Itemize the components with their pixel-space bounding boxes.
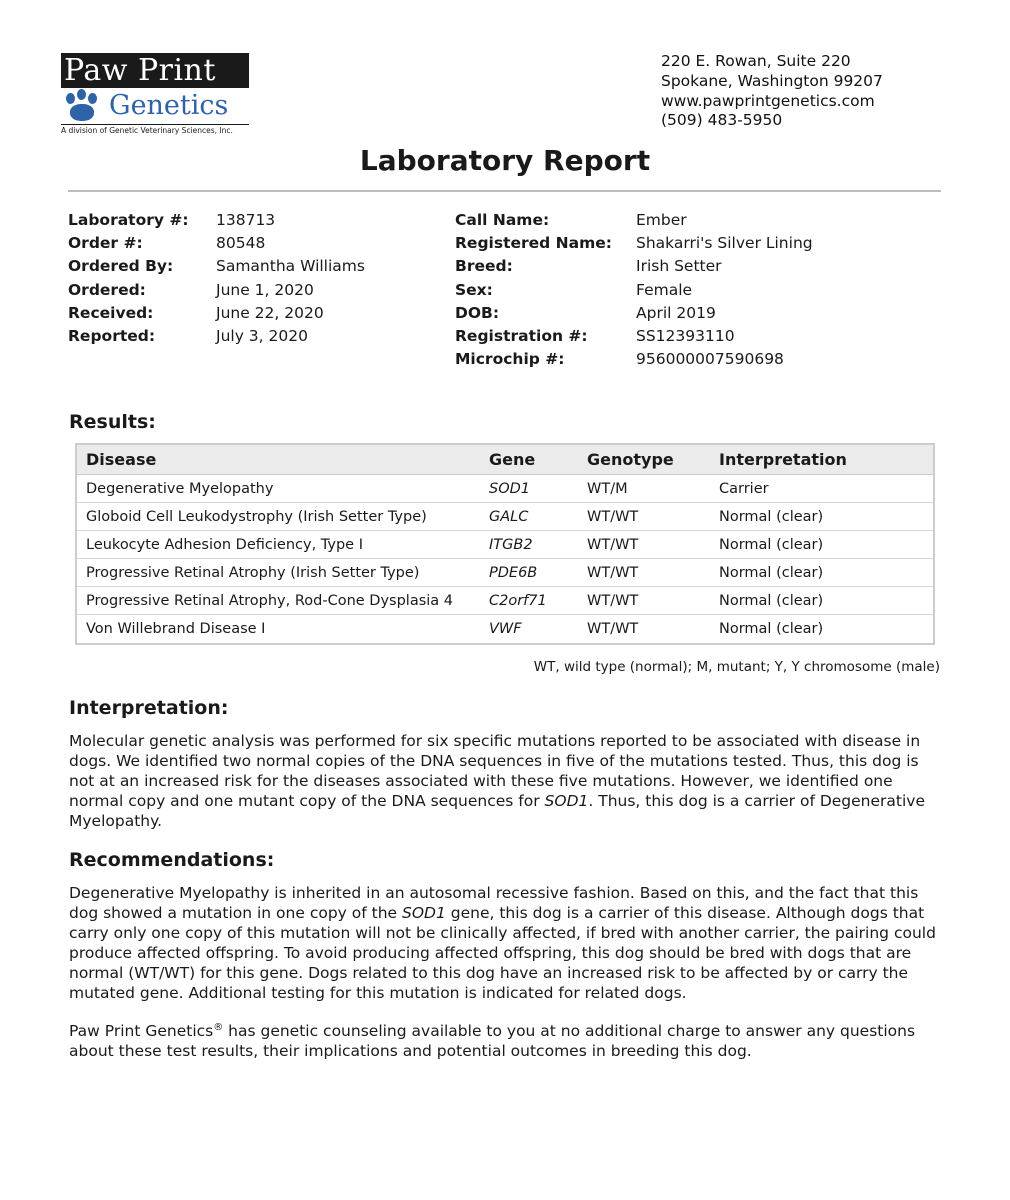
info-value: July 3, 2020 [216,327,308,346]
recommendations-text-part: gene, this dog is a carrier of this disease. Although dogs that carry only one copy of this mutation will not be clinically affected, if bred with another carrier, the pairing could produce affected offspring. To avoid producing affected offspring, this dog should be bred with dogs that are normal (WT/WT) for this gene. Dogs related to this dog have an increased risk to be affected by or carry the mutated gene. Additional testing for this mutation is indicated for related dogs. [69,904,936,1002]
cell-genotype: WT/M [587,480,628,497]
info-row [68,279,365,302]
cell-interpretation: Normal (clear) [719,621,824,637]
cell-gene: PDE6B [489,564,538,581]
gene-name: SOD1 [544,792,589,810]
info-value: Irish Setter [636,257,722,276]
table-row [77,559,933,587]
recommendations-heading: Recommendations: [69,849,275,871]
info-value: Female [636,280,693,299]
recommendations-text [69,883,944,1003]
info-value: SS12393110 [636,327,735,346]
dog-info [455,209,813,371]
company-logo [61,53,249,135]
interpretation-text-part: . Thus, this dog is a carrier of Degenerative Myelopathy. [69,792,925,830]
info-row [455,302,813,325]
cell-gene: VWF [489,621,522,637]
logo-line-2: Genetics [109,90,229,121]
info-value: April 2019 [636,303,716,322]
cell-genotype: WT/WT [587,536,639,553]
info-label: Microchip #: [455,350,565,369]
table-row [77,503,933,531]
info-label: Call Name: [455,211,550,229]
cell-interpretation: Normal (clear) [719,592,824,609]
counseling-text [69,1018,944,1061]
cell-genotype: WT/WT [587,621,639,637]
info-row [68,325,365,348]
info-label: Breed: [455,257,513,276]
cell-interpretation: Normal (clear) [719,564,824,581]
paw-print-icon [61,89,107,123]
column-header-gene: Gene [489,450,536,469]
results-table [75,443,935,645]
info-row [455,348,813,371]
info-row [455,279,813,302]
info-label: Reported: [68,327,156,346]
info-label: Laboratory #: [68,211,189,229]
info-label: Sex: [455,280,493,299]
column-header-disease: Disease [86,450,157,469]
info-value: 138713 [216,211,276,229]
cell-gene: SOD1 [489,480,531,497]
cell-disease: Globoid Cell Leukodystrophy (Irish Setter Type) [86,508,427,525]
cell-gene: ITGB2 [489,536,533,553]
cell-disease: Progressive Retinal Atrophy, Rod-Cone Dysplasia 4 [86,592,454,609]
info-row [455,325,813,348]
column-header-genotype: Genotype [587,450,674,469]
table-row [77,531,933,559]
info-value: Ember [636,211,687,229]
cell-genotype: WT/WT [587,564,639,581]
address-street: 220 E. Rowan, Suite 220 [661,52,851,70]
info-row [68,302,365,325]
info-value: June 22, 2020 [216,303,324,322]
recommendations-text-part: Degenerative Myelopathy is inherited in an autosomal recessive fashion. Based on this, and the fact that this dog showed a mutation in one copy of the [69,884,919,922]
interpretation-text [69,731,944,831]
info-label: Ordered By: [68,257,174,276]
address-phone: (509) 483-5950 [661,111,783,130]
info-row [455,255,813,278]
info-label: Ordered: [68,280,146,299]
info-row [455,209,813,232]
logo-line-1: Paw Print [61,53,249,88]
info-row [68,209,365,232]
info-row [68,232,365,255]
page-title: Laboratory Report [359,144,651,177]
info-value: 956000007590698 [636,350,784,369]
interpretation-text-part: Molecular genetic analysis was performed for six specific mutations reported to be associated with disease in dogs. We identified two normal copies of the DNA sequences in five of the mutations tested. Thus, this dog is not at an increased risk for the diseases associated with these five mutations. However, we identified one normal copy and one mutant copy of the DNA sequences for [69,732,921,810]
cell-interpretation: Carrier [719,480,769,497]
address-website: www.pawprintgenetics.com [661,91,875,110]
cell-genotype: WT/WT [587,592,639,609]
interpretation-heading: Interpretation: [69,697,229,719]
table-row [77,615,933,643]
info-label: Received: [68,303,154,322]
counseling-text-part: has genetic counseling available to you at no additional charge to answer any questions about these test results, their implications and potential outcomes in breeding this dog. [69,1022,916,1061]
results-heading: Results: [69,411,156,433]
cell-disease: Progressive Retinal Atrophy (Irish Setter Type) [86,564,420,581]
table-header [77,445,933,475]
address-city: Spokane, Washington 99207 [661,71,883,90]
cell-genotype: WT/WT [587,508,639,525]
table-row [77,475,933,503]
order-info [68,209,365,348]
company-address [661,52,883,131]
info-row [455,232,813,255]
column-header-interpretation: Interpretation [719,450,847,469]
cell-disease: Degenerative Myelopathy [86,480,274,497]
registered-mark: ® [213,1022,224,1033]
cell-disease: Von Willebrand Disease I [86,621,266,637]
cell-gene: C2orf71 [489,592,547,609]
cell-interpretation: Normal (clear) [719,508,824,525]
info-value: Samantha Williams [216,257,365,276]
cell-interpretation: Normal (clear) [719,536,824,553]
info-label: Order #: [68,234,143,253]
gene-name: SOD1 [402,904,446,922]
info-value: June 1, 2020 [216,280,314,299]
info-value: 80548 [216,234,266,253]
info-label: Registration #: [455,327,588,346]
title-divider [68,190,941,192]
table-row [77,587,933,615]
table-legend: WT, wild type (normal); M, mutant; Y, Y chromosome (male) [533,659,940,675]
company-name: Paw Print Genetics [69,1022,214,1041]
info-label: DOB: [455,303,500,322]
info-row [68,255,365,278]
cell-disease: Leukocyte Adhesion Deficiency, Type I [86,536,363,553]
logo-line-2-row [61,88,249,124]
info-label: Registered Name: [455,234,612,253]
logo-tagline: A division of Genetic Veterinary Sciences, Inc. [61,124,249,135]
cell-gene: GALC [489,508,529,525]
info-value: Shakarri's Silver Lining [636,234,813,253]
